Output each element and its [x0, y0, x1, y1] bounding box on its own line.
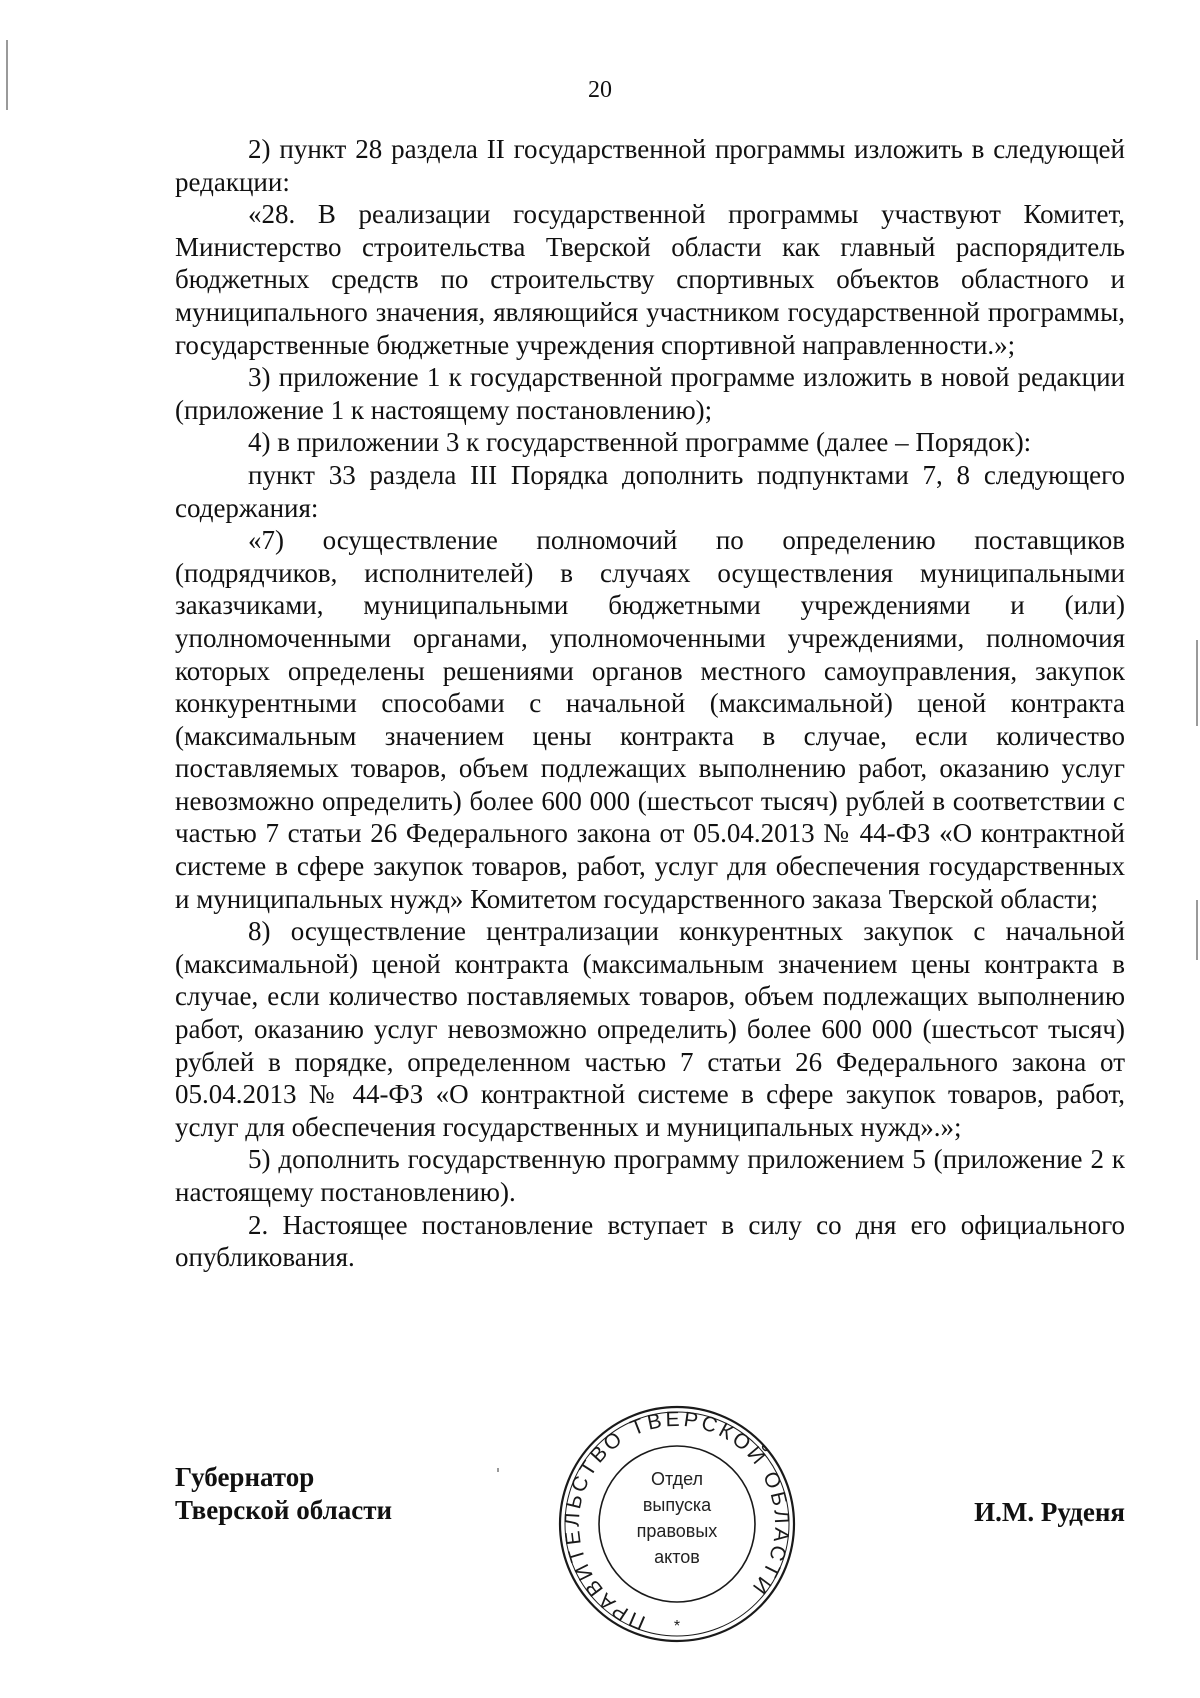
paragraph-subitem-8: 8) осуществление централизации конкурентных закупок с начальной (максимальной) ценой контракта (максимальным значением цены контракта в случае, если количество поставляемых товаров, объем подлежащих выполнению работ, оказанию услуг невозможно определить) более 600 000 (шестьсот тысяч) рублей в порядке, определенном частью 7 статьи 26 Федерального закона от 05.04.2013 № 44-ФЗ «О контрактной системе в сфере закупок товаров, работ, услуг для обеспечения государственных и муниципальных нужд».»;	[175, 916, 1125, 1142]
signatory-title-line1: Губернатор	[175, 1462, 315, 1492]
scan-mark	[1196, 900, 1198, 960]
stamp-line-1: Отдел	[650, 1469, 704, 1489]
paragraph-item-2: 2) пункт 28 раздела II государственной программы изложить в следующей редакции:	[175, 134, 1125, 197]
stamp-ring-text: ПРАВИТЕЛЬСТВО ТВЕРСКОЙ ОБЛАСТИ	[560, 1407, 794, 1635]
official-stamp	[557, 1404, 797, 1644]
paragraph-effective-date: 2. Настоящее постановление вступает в силу со дня его официального опубликования.	[175, 1209, 1125, 1273]
scan-mark	[6, 40, 8, 110]
scan-mark	[1196, 640, 1198, 726]
stamp-inner-text	[557, 1466, 797, 1570]
stamp-star-icon: *	[673, 1618, 681, 1635]
signatory-title-line2: Тверской области	[175, 1495, 393, 1525]
paragraph-item-3: 3) приложение 1 к государственной программе изложить в новой редакции (приложение 1 к настоящему постановлению);	[175, 362, 1125, 425]
document-body	[175, 133, 1125, 1274]
paragraph-item-5: 5) дополнить государственную программу приложением 5 (приложение 2 к настоящему постановлению).	[175, 1144, 1125, 1207]
scan-mark	[497, 1468, 499, 1472]
paragraph-point-33: пункт 33 раздела III Порядка дополнить подпунктами 7, 8 следующего содержания:	[175, 459, 1125, 523]
stamp-line-2: выпуска	[642, 1495, 712, 1515]
signatory-title	[175, 1461, 392, 1527]
stamp-line-4: актов	[654, 1547, 700, 1567]
paragraph-quote-28: «28. В реализации государственной программы участвуют Комитет, Министерство строительства Тверской области как главный распорядитель бюджетных средств по строительству спортивных объектов областного и муниципального значения, являющийся участником государственной программы, государственные бюджетные учреждения спортивной направленности.»;	[175, 199, 1125, 360]
stamp-line-3: правовых	[636, 1521, 718, 1541]
paragraph-item-4: 4) в приложении 3 к государственной программе (далее – Порядок):	[248, 427, 1032, 458]
paragraph-subitem-7: «7) осуществление полномочий по определению поставщиков (подрядчиков, исполнителей) в случаях осуществления муниципальными заказчиками, муниципальными бюджетными учреждениями и (или) уполномоченными органами, уполномоченными учреждениями, полномочия которых определены решениями органов местного самоуправления, закупок конкурентными способами с начальной (максимальной) ценой контракта (максимальным значением цены контракта в случае, если количество поставляемых товаров, объем подлежащих выполнению работ, оказанию услуг невозможно определить) более 600 000 (шестьсот тысяч) рублей в соответствии с частью 7 статьи 26 Федерального закона от 05.04.2013 № 44-ФЗ «О контрактной системе в сфере закупок товаров, работ, услуг для обеспечения государственных и муниципальных нужд» Комитетом государственного заказа Тверской области;	[175, 525, 1125, 914]
signatory-name: И.М. Руденя	[974, 1497, 1125, 1527]
page-number: 20	[588, 77, 612, 103]
